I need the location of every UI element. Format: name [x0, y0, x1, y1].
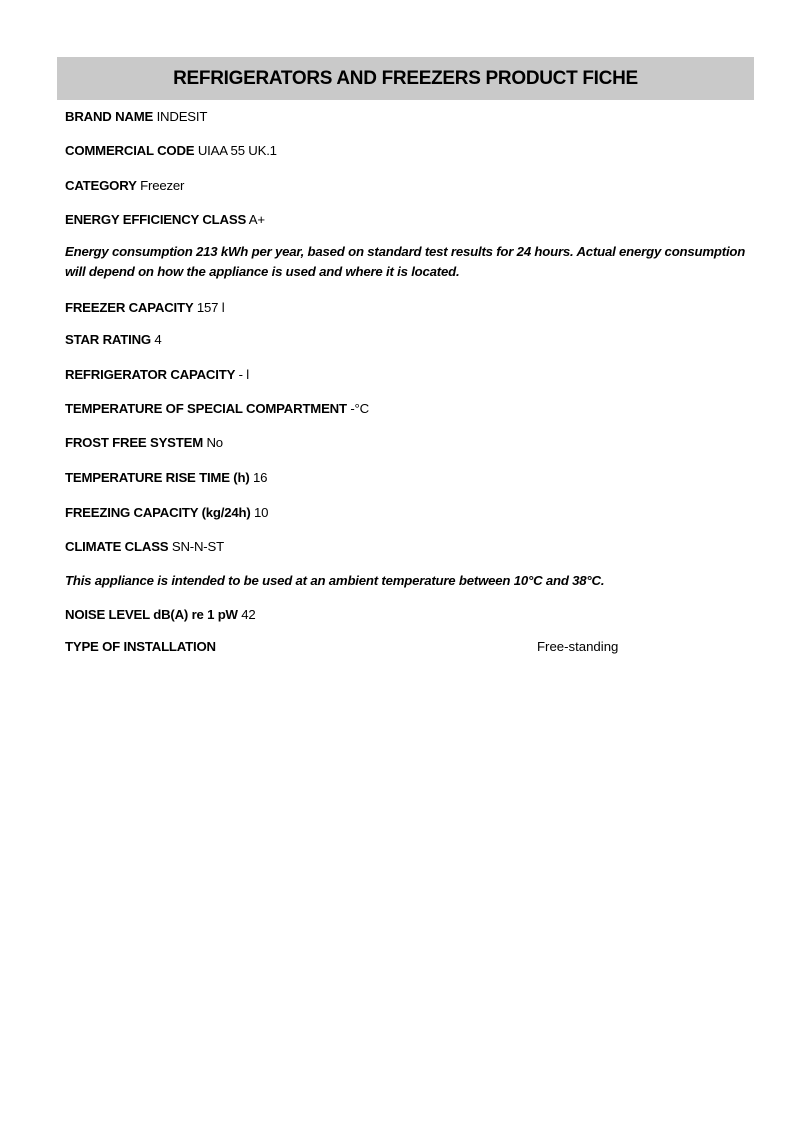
field-climate-class: CLIMATE CLASS SN-N-ST — [65, 539, 224, 554]
field-freezer-capacity: FREEZER CAPACITY 157 l — [65, 300, 225, 315]
field-refrigerator-capacity: REFRIGERATOR CAPACITY - l — [65, 367, 250, 382]
field-freezing-capacity: FREEZING CAPACITY (kg/24h) 10 — [65, 505, 269, 520]
field-temperature-rise-time: TEMPERATURE RISE TIME (h) 16 — [65, 470, 268, 485]
title-bar — [57, 57, 754, 100]
field-installation-label: TYPE OF INSTALLATION — [65, 639, 216, 654]
field-brand-name: BRAND NAME INDESIT — [65, 109, 208, 124]
climate-note: This appliance is intended to be used at an ambient temperature between 10°C and 38°C. — [65, 573, 605, 588]
field-installation-value: Free-standing — [537, 639, 619, 654]
energy-note: Energy consumption 213 kWh per year, based on standard test results for 24 hours. Actual energy consumption will depend on how the appliance is used and where it is located. — [65, 244, 746, 279]
field-star-rating: STAR RATING 4 — [65, 332, 162, 347]
field-category: CATEGORY Freezer — [65, 178, 185, 193]
page-title: REFRIGERATORS AND FREEZERS PRODUCT FICHE — [173, 67, 638, 89]
field-energy-class: ENERGY EFFICIENCY CLASS A+ — [65, 212, 265, 227]
field-special-compartment-temp: TEMPERATURE OF SPECIAL COMPARTMENT -°C — [65, 401, 369, 416]
field-commercial-code: COMMERCIAL CODE UIAA 55 UK.1 — [65, 143, 277, 158]
field-noise-level: NOISE LEVEL dB(A) re 1 pW 42 — [65, 607, 256, 622]
field-frost-free: FROST FREE SYSTEM No — [65, 435, 223, 450]
